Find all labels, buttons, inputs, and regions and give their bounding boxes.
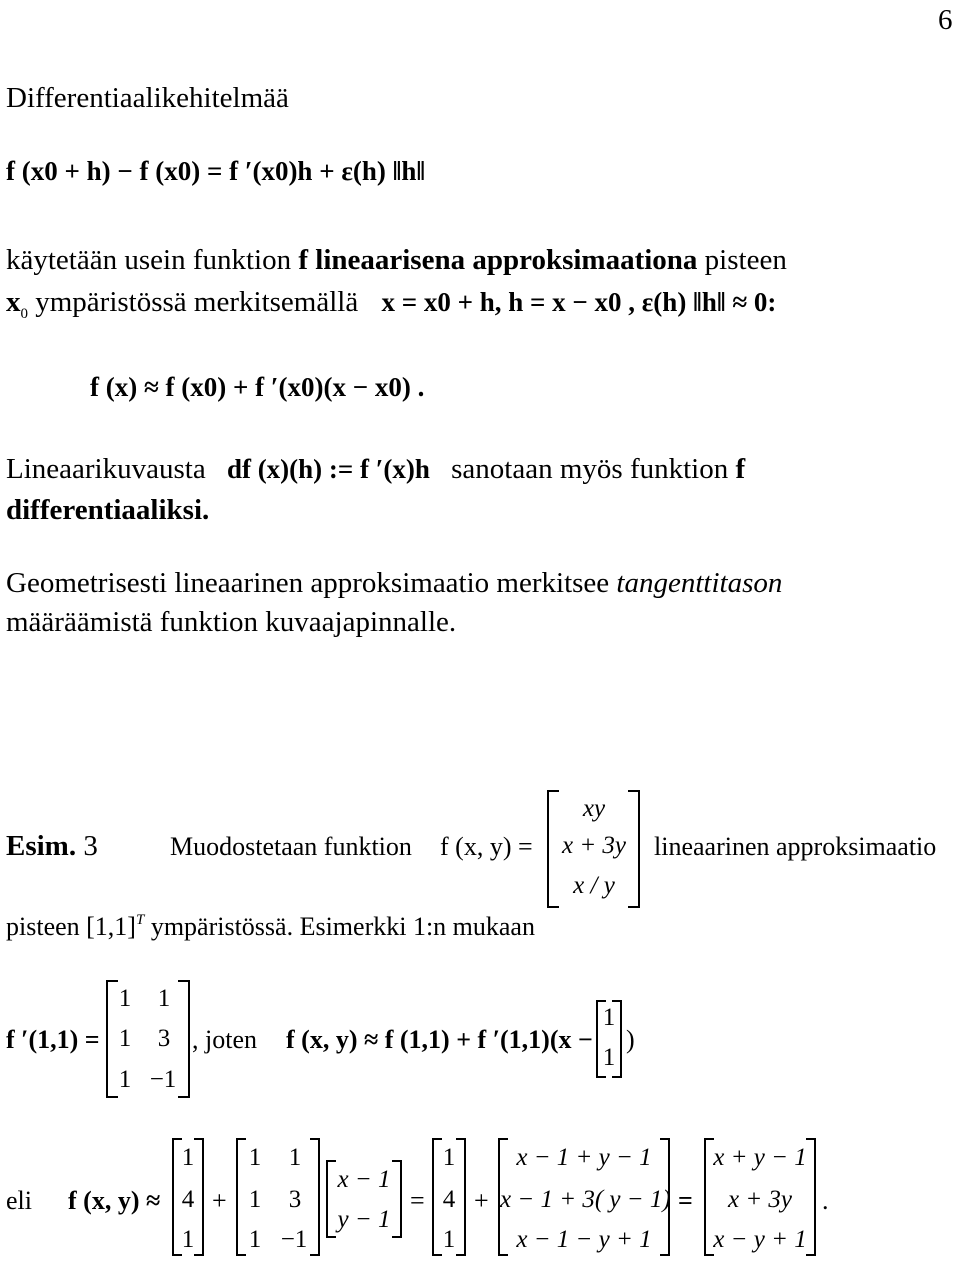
para1-line2-text: ympäristössä merkitsemällä bbox=[28, 286, 359, 318]
paragraph-linear-approx bbox=[6, 244, 787, 277]
para2-post: sanotaan myös funktion bbox=[451, 453, 729, 485]
final-m-cell: −1 bbox=[280, 1226, 308, 1253]
para3-text: Geometrisesti lineaarinen approksimaatio merkitsee bbox=[6, 567, 617, 599]
x0-symbol: x bbox=[6, 286, 21, 318]
final-eq1: = bbox=[410, 1186, 425, 1215]
final-v1-entry: 1 bbox=[181, 1144, 195, 1171]
final-m-cell: 1 bbox=[248, 1186, 262, 1213]
jacobian-cell: 3 bbox=[157, 1025, 171, 1052]
para1-post: pisteen bbox=[697, 244, 787, 276]
transpose-sup: T bbox=[135, 912, 145, 928]
vector-entry-2: x + 3y bbox=[561, 832, 627, 859]
final-m-cell: 3 bbox=[288, 1186, 302, 1213]
final-m-cell: 1 bbox=[288, 1144, 302, 1171]
final-eq2: = bbox=[678, 1186, 693, 1215]
final-v3-entry: 1 bbox=[442, 1226, 456, 1253]
vector-entry-1: xy bbox=[582, 795, 606, 822]
final-v5-entry: x + 3y bbox=[727, 1186, 793, 1213]
linear-approximation-equation: f (x) ≈ f (x0) + f ′(x0)(x − x0) . bbox=[90, 372, 425, 402]
jacobian-approx: f (x, y) ≈ f (1,1) + f ′(1,1)(x − bbox=[286, 1025, 593, 1054]
final-plus1: + bbox=[212, 1186, 227, 1215]
final-v2-entry: x − 1 bbox=[337, 1166, 391, 1193]
final-v1-entry: 4 bbox=[181, 1186, 195, 1213]
para1-substitution-math: x = x0 + h, h = x − x0 , ε(h) ‖h‖ ≈ 0: bbox=[381, 287, 777, 317]
final-v2-entry: y − 1 bbox=[337, 1206, 391, 1233]
differential-definition: df (x)(h) := f ′(x)h bbox=[226, 454, 430, 484]
final-eli: eli bbox=[6, 1186, 32, 1215]
paragraph-differential-line2: differentiaaliksi. bbox=[6, 494, 210, 526]
final-plus2: + bbox=[474, 1186, 489, 1215]
jacobian-close: ) bbox=[626, 1025, 635, 1054]
para3-italic: tangenttitason bbox=[616, 567, 783, 599]
final-v1-entry: 1 bbox=[181, 1226, 195, 1253]
example-line2 bbox=[6, 912, 535, 942]
point-entry: 1 bbox=[602, 1044, 616, 1071]
example-point: pisteen [1,1] bbox=[6, 912, 136, 941]
paragraph-geometric-line2: määräämistä funktion kuvaajapinnalle. bbox=[6, 606, 457, 638]
jacobian-cell: 1 bbox=[118, 985, 132, 1012]
jacobian-cell: 1 bbox=[118, 1066, 132, 1093]
example-line2-post: ympäristössä. Esimerkki 1:n mukaan bbox=[144, 912, 535, 941]
jacobian-cell: −1 bbox=[149, 1066, 177, 1093]
jacobian-lhs-text: f ′(1,1) = bbox=[6, 1025, 100, 1054]
para2-pre: Lineaarikuvausta bbox=[6, 453, 206, 485]
final-lhs bbox=[68, 1186, 160, 1216]
x0-subscript: 0 bbox=[20, 306, 28, 322]
section-title: Differentiaalikehitelmää bbox=[6, 82, 289, 114]
final-v4-entry: x − 1 − y + 1 bbox=[516, 1226, 652, 1253]
point-entry: 1 bbox=[602, 1004, 616, 1031]
final-m-cell: 1 bbox=[248, 1144, 262, 1171]
example-after: lineaarinen approksimaatio bbox=[654, 832, 937, 861]
final-v3-entry: 4 bbox=[442, 1186, 456, 1213]
final-v5-entry: x + y − 1 bbox=[713, 1144, 807, 1171]
para1-text: käytetään usein funktion bbox=[6, 244, 299, 276]
example-label bbox=[6, 830, 98, 863]
jacobian-cell: 1 bbox=[157, 985, 171, 1012]
jacobian-mid: , joten bbox=[192, 1025, 257, 1054]
differential-expansion-equation: f (x0 + h) − f (x0) = f ′(x0)h + ε(h) ‖h‖ bbox=[6, 156, 426, 186]
page-number: 6 bbox=[938, 4, 953, 36]
final-lhs-text: f (x, y) ≈ bbox=[68, 1186, 161, 1215]
paragraph-geometric bbox=[6, 567, 782, 600]
para1-f: f bbox=[298, 244, 309, 276]
final-end: . bbox=[822, 1186, 829, 1215]
example-text: Muodostetaan funktion bbox=[170, 832, 412, 861]
final-m-cell: 1 bbox=[248, 1226, 262, 1253]
para1-bold: lineaarisena approksimaationa bbox=[308, 244, 698, 276]
vector-entry-3: x / y bbox=[573, 872, 615, 899]
paragraph-differential bbox=[6, 453, 745, 486]
example-function: f (x, y) = bbox=[440, 832, 533, 861]
final-v3-entry: 1 bbox=[442, 1144, 456, 1171]
paragraph-linear-approx-line2 bbox=[6, 286, 777, 322]
para2-f: f bbox=[735, 453, 746, 485]
final-v4-entry: x − 1 + 3( y − 1) bbox=[500, 1186, 671, 1213]
example-label-esim: Esim. bbox=[6, 830, 77, 862]
jacobian-lhs bbox=[6, 1025, 100, 1055]
final-v5-entry: x − y + 1 bbox=[713, 1226, 807, 1253]
jacobian-cell: 1 bbox=[118, 1025, 132, 1052]
final-v4-entry: x − 1 + y − 1 bbox=[516, 1144, 652, 1171]
example-number: 3 bbox=[76, 830, 98, 862]
